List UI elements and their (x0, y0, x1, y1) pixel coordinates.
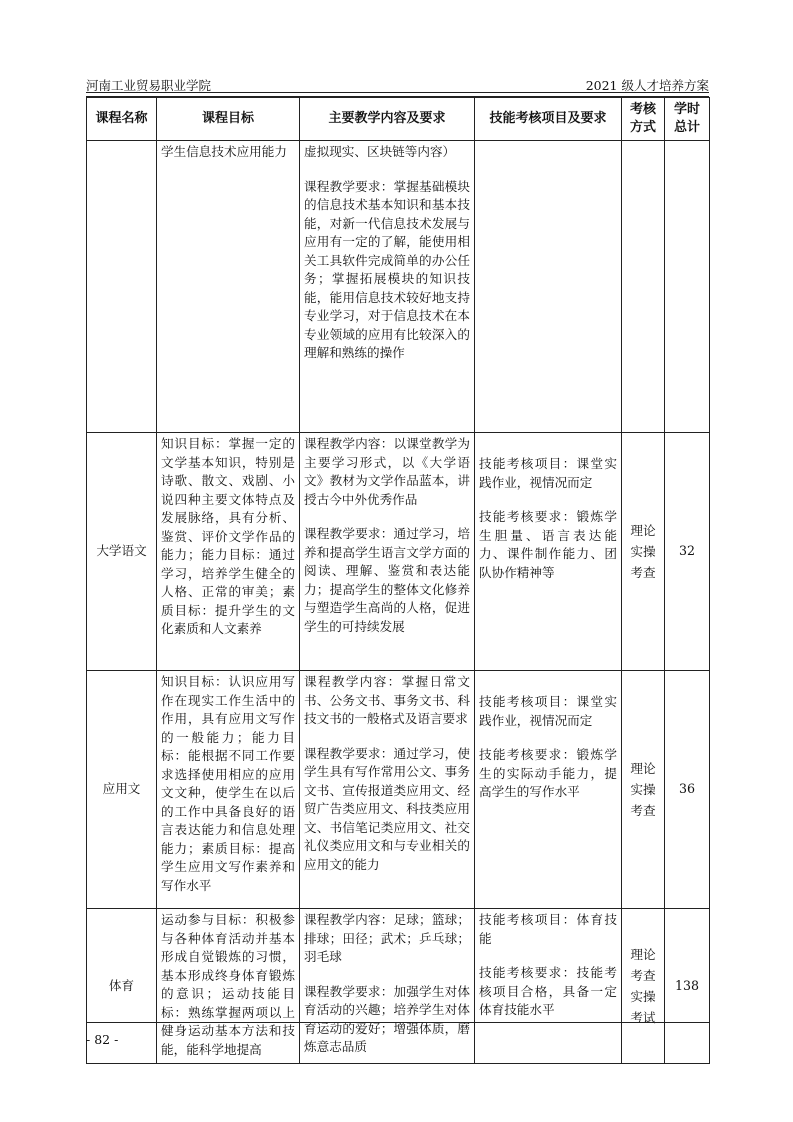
total-hours-cell: 32 (665, 433, 710, 671)
course-name-cell: 应用文 (87, 671, 157, 909)
course-goal-cell (157, 433, 300, 671)
column-header-assessment-method: 考核方式 (622, 98, 665, 141)
page-header (86, 74, 709, 94)
skill-requirement-text: 技能考核要求：技能考核项目合格，具备一定体育技能水平 (479, 965, 617, 1017)
course-goal-cell (157, 671, 300, 909)
column-header-total-hours: 学时总计 (665, 98, 710, 141)
skill-item-text: 技能考核项目：体育技能 (479, 912, 617, 946)
course-table (86, 97, 710, 1064)
assessment-method-cell: 理论考查实操考试 (622, 909, 665, 1064)
table-row (87, 671, 710, 909)
total-hours-cell (665, 141, 710, 433)
skill-requirement-text: 技能考核要求：锻炼学生的实际动手能力，提高学生的写作水平 (479, 747, 617, 799)
course-goal-text: 学生信息技术应用能力 (161, 144, 287, 159)
course-name-cell: 体育 (87, 909, 157, 1064)
course-goal-text: 知识目标：认识应用写作在现实工作生活中的作用，具有应用文写作的一般能力；能力目标：能根据不同工作要求选择使用相应的应用文文种，使学生在以后的工作中具备良好的语言表达能力和信息处理能力；素质目标：提高学生应用文写作素养和写作水平 (161, 674, 295, 893)
column-header-content: 主要教学内容及要求 (300, 98, 475, 141)
course-goal-text: 知识目标：掌握一定的文学基本知识，特别是诗歌、散文、戏剧、小说四种主要文体特点及发展脉络，具有分析、鉴赏、评价文学作品的能力；能力目标：通过学习，培养学生健全的人格、正常的审美；素质目标：提升学生的文化素质和人文素养 (161, 436, 295, 636)
assessment-method-cell (622, 141, 665, 433)
course-requirement-text: 课程教学要求：掌握基础模块的信息技术基本知识和基本技能，对新一代信息技术发展与应用有一定的了解，能使用相关工具软件完成简单的办公任务；掌握拓展模块的知识技能，能用信息技术较好地支持专业学习，对于信息技术在本专业领域的应用有比较深入的理解和熟练的操作 (304, 178, 470, 360)
course-content-cell (300, 433, 475, 671)
course-goal-cell (157, 909, 300, 1064)
header-institution: 河南工业贸易职业学院 (86, 78, 212, 93)
skill-assessment-cell (475, 909, 622, 1064)
footer-rule (86, 1022, 709, 1023)
total-hours-cell: 138 (665, 909, 710, 1064)
course-content-cell (300, 671, 475, 909)
course-requirement-text: 课程教学要求：通过学习，使学生具有写作常用公文、事务文书、宣传报道类应用文、经贸广告类应用文、科技类应用文、书信笔记类应用文、社交礼仪类应用文和与专业相关的应用文的能力 (304, 745, 470, 872)
course-content-cell (300, 909, 475, 1064)
skill-requirement-text: 技能考核要求：锻炼学生胆量、语言表达能力、课件制作能力、团队协作精神等 (479, 509, 617, 580)
table-row (87, 433, 710, 671)
column-header-course-goal: 课程目标 (157, 98, 300, 141)
course-goal-cell (157, 141, 300, 433)
assessment-method-cell: 理论实操考查 (622, 433, 665, 671)
table-header-row (87, 98, 710, 141)
assessment-method-cell: 理论实操考查 (622, 671, 665, 909)
skill-item-text: 技能考核项目：课堂实践作业，视情况而定 (479, 694, 617, 728)
course-content-text: 课程教学内容：以课堂教学为主要学习形式，以《大学语文》教材为文学作品蓝本，讲授古今中外优秀作品 (304, 436, 470, 507)
course-goal-text: 运动参与目标：积极参与各种体育活动并基本形成自觉锻炼的习惯，基本形成终身体育锻炼的意识；运动技能目标：熟练掌握两项以上健身运动基本方法和技能，能科学地提高 (161, 912, 295, 1057)
course-name-cell: 大学语文 (87, 433, 157, 671)
column-header-skill-assessment: 技能考核项目及要求 (475, 98, 622, 141)
page-number: - 82 - (86, 1032, 119, 1047)
course-requirement-text: 课程教学要求：通过学习，培养和提高学生语言文学方面的阅读、理解、鉴赏和表达能力；提高学生的整体文化修养与塑造学生高尚的人格，促进学生的可持续发展 (304, 526, 470, 634)
skill-assessment-cell (475, 141, 622, 433)
header-document-title: 2021 级人才培养方案 (585, 78, 709, 93)
course-content-text: 课程教学内容：足球；篮球；排球；田径；武术；乒乓球；羽毛球 (304, 912, 470, 964)
header-rule (86, 92, 709, 93)
course-content-cell (300, 141, 475, 433)
table-row (87, 909, 710, 1064)
course-content-text: 虚拟现实、区块链等内容） (304, 144, 456, 159)
skill-item-text: 技能考核项目：课堂实践作业，视情况而定 (479, 456, 617, 490)
skill-assessment-cell (475, 433, 622, 671)
total-hours-cell: 36 (665, 671, 710, 909)
table-row (87, 141, 710, 433)
column-header-course-name: 课程名称 (87, 98, 157, 141)
course-content-text: 课程教学内容：掌握日常文书、公务文书、事务文书、科技文书的一般格式及语言要求 (304, 674, 470, 726)
course-name-cell (87, 141, 157, 433)
course-requirement-text: 课程教学要求：加强学生对体育活动的兴趣；培养学生对体育运动的爱好；增强体质，磨炼意志品质 (304, 983, 470, 1054)
skill-assessment-cell (475, 671, 622, 909)
